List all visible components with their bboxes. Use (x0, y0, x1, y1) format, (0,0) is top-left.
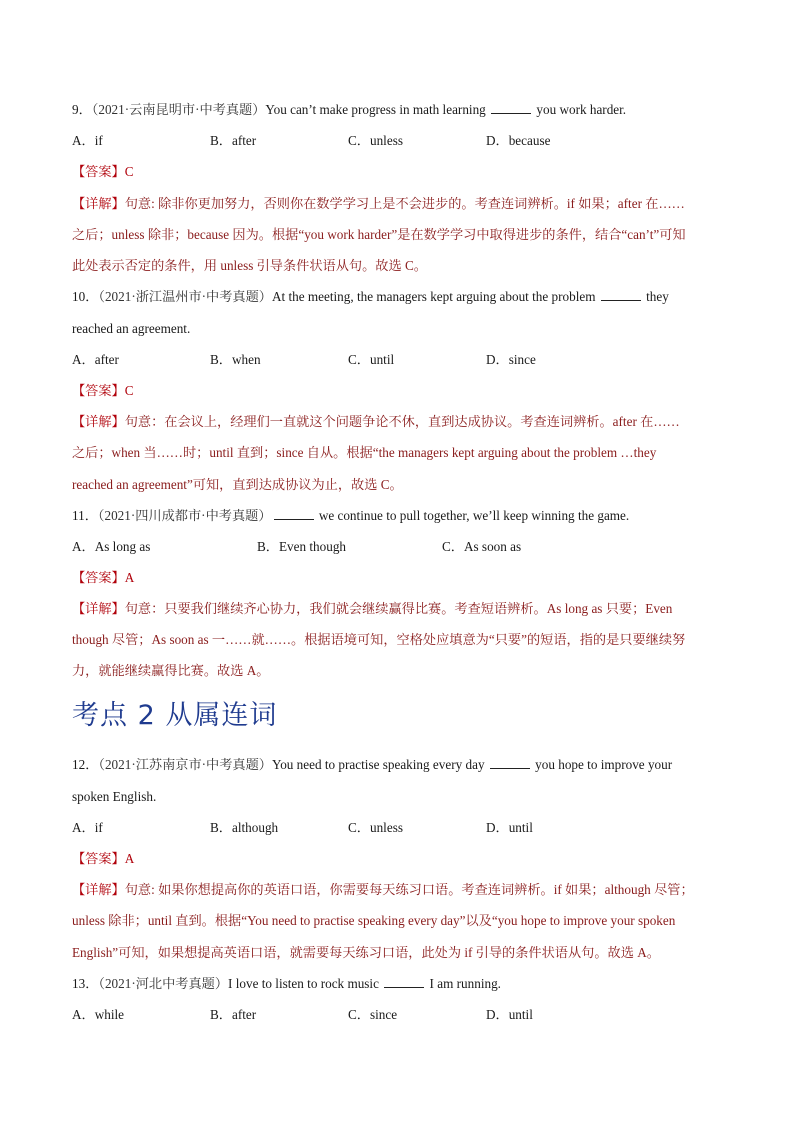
answer-value: A (124, 851, 135, 866)
question-12-answer (72, 849, 722, 869)
detail-text: 句意: 如果你想提高你的英语口语，你需要每天练习口语。考查连词辨析。if 如果；although 尽管； (124, 882, 694, 897)
question-10-options (72, 350, 722, 370)
answer-blank (274, 507, 314, 520)
question-12-detail-line-3: English”可知，如果想提高英语口语，就需要每天练习口语，此处为 if 引导的条件状语从句。故选 A。 (72, 945, 660, 960)
detail-text: 句意：在会议上，经理们一直就这个问题争论不休，直到达成协议。考查连词辨析。after 在…… (124, 414, 680, 429)
question-text: At the meeting, the managers kept arguing about the problem (272, 289, 596, 304)
question-11-answer (72, 568, 722, 588)
question-9-options (72, 131, 722, 151)
question-text: you work harder. (536, 102, 627, 117)
answer-tag: 【答案】 (72, 383, 125, 398)
answer-blank (601, 288, 641, 301)
section-heading: 考点 2 从属连词 (72, 700, 278, 731)
question-text: You need to practise speaking every day (272, 757, 485, 772)
detail-text: 句意：只要我们继续齐心协力，我们就会继续赢得比赛。考查短语辨析。As long as 只要；Even (124, 601, 673, 616)
answer-blank (384, 975, 424, 988)
question-11-options (72, 537, 722, 557)
question-9-detail-line-1 (72, 194, 722, 214)
option-c: C．unless (348, 133, 403, 148)
question-source: （2021·四川成都市·中考真题） (97, 508, 272, 523)
question-12-detail-line-1 (72, 880, 722, 900)
question-number: 9． (72, 102, 92, 117)
option-a: A．if (72, 820, 103, 835)
option-d: D．because (486, 133, 551, 148)
option-b: B．after (210, 133, 257, 148)
answer-value: A (124, 570, 135, 585)
option-a: A．after (72, 352, 119, 367)
option-b: B．although (210, 820, 279, 835)
answer-tag: 【答案】 (72, 851, 125, 866)
question-11-detail-line-1 (72, 599, 722, 619)
answer-blank (491, 101, 531, 114)
option-d: D．since (486, 352, 536, 367)
question-10-stem-line-2: reached an agreement. (72, 321, 191, 336)
question-text: You can’t make progress in math learning (265, 102, 486, 117)
question-source: （2021·云南昆明市·中考真题） (91, 102, 266, 117)
option-c: C．until (348, 352, 395, 367)
option-b: B．when (210, 352, 261, 367)
option-a: A．As long as (72, 539, 151, 554)
question-11-detail-line-2: though 尽管；As soon as 一……就……。根据语境可知，空格处应填意为“只要”的短语，指的是只要继续努 (72, 632, 686, 647)
question-source: （2021·江苏南京市·中考真题） (98, 757, 272, 772)
question-10-detail-line-2: 之后；when 当……时；until 直到；since 自从。根据“the managers kept arguing about the problem …they (72, 445, 657, 460)
answer-tag: 【答案】 (72, 570, 125, 585)
question-source: （2021·河北中考真题） (98, 976, 229, 991)
detail-text: 句意: 除非你更加努力，否则你在数学学习上是不会进步的。考查连词辨析。if 如果；after 在…… (124, 196, 685, 211)
option-d: D．until (486, 820, 533, 835)
question-10-detail-line-1 (72, 412, 722, 432)
question-12-detail-line-2: unless 除非；until 直到。根据“You need to practise speaking every day”以及“you hope to improve your spoken (72, 913, 676, 928)
question-source: （2021·浙江温州市·中考真题） (98, 289, 272, 304)
question-9-detail-line-3: 此处表示否定的条件，用 unless 引导条件状语从句。故选 C。 (72, 258, 427, 273)
option-a: A．if (72, 133, 103, 148)
question-text: I am running. (429, 976, 501, 991)
option-b: B．Even though (257, 539, 347, 554)
question-number: 12． (72, 757, 99, 772)
detail-tag: 【详解】 (72, 196, 125, 211)
answer-value: C (124, 383, 134, 398)
question-13-stem (72, 974, 722, 994)
answer-tag: 【答案】 (72, 164, 125, 179)
option-d: D．until (486, 1007, 533, 1022)
question-12-stem (72, 755, 722, 775)
question-13-options (72, 1005, 722, 1025)
question-9-stem (72, 100, 722, 120)
option-a: A．while (72, 1007, 125, 1022)
detail-tag: 【详解】 (72, 414, 125, 429)
option-c: C．As soon as (442, 539, 522, 554)
question-number: 11． (72, 508, 98, 523)
option-c: C．since (348, 1007, 398, 1022)
option-b: B．after (210, 1007, 257, 1022)
answer-value: C (124, 164, 134, 179)
question-text: you hope to improve your (535, 757, 673, 772)
option-c: C．unless (348, 820, 403, 835)
question-10-stem (72, 287, 722, 307)
question-9-detail-line-2: 之后；unless 除非；because 因为。根据“you work harder”是在数学学习中取得进步的条件，结合“can’t”可知 (72, 227, 686, 242)
detail-tag: 【详解】 (72, 601, 125, 616)
question-number: 10． (72, 289, 99, 304)
question-9-answer (72, 162, 722, 182)
question-text: they (646, 289, 669, 304)
question-number: 13． (72, 976, 99, 991)
question-12-stem-line-2: spoken English. (72, 789, 157, 804)
question-11-detail-line-3: 力，就能继续赢得比赛。故选 A。 (72, 663, 270, 678)
question-text: I love to listen to rock music (228, 976, 379, 991)
question-10-detail-line-3: reached an agreement”可知，直到达成协议为止，故选 C。 (72, 477, 403, 492)
question-text: we continue to pull together, we’ll keep winning the game. (318, 508, 630, 523)
detail-tag: 【详解】 (72, 882, 125, 897)
answer-blank (490, 756, 530, 769)
question-12-options (72, 818, 722, 838)
question-11-stem (72, 506, 722, 526)
question-10-answer (72, 381, 722, 401)
